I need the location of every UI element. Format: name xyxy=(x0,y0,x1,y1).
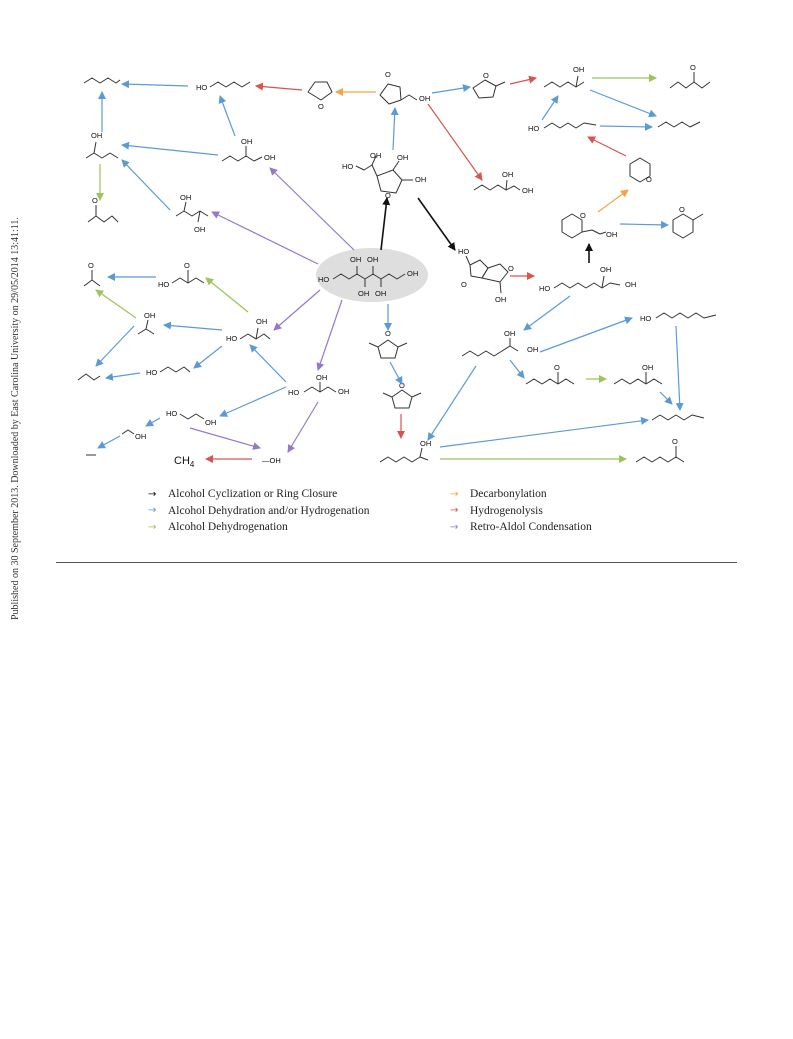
ho-label: HO xyxy=(640,314,652,323)
legend-label: Hydrogenolysis xyxy=(470,504,543,517)
oh-label: OH xyxy=(522,186,534,195)
decarbonylation-arrow xyxy=(598,190,628,212)
dehydration-arrow xyxy=(660,392,672,404)
legend-item xyxy=(148,486,370,503)
oh-label: OH xyxy=(407,269,419,278)
oh-label: OH xyxy=(606,230,618,239)
oh-label: OH xyxy=(415,175,427,184)
oh-label: OH xyxy=(625,280,637,289)
legend-arrow-icon: → xyxy=(450,505,459,517)
o-label: O xyxy=(461,280,467,289)
retro-aldol-arrow xyxy=(190,428,260,448)
molecule-2-butanol xyxy=(86,131,118,158)
molecule-dimethylfuran xyxy=(369,329,407,358)
legend-item xyxy=(450,486,592,503)
dehydration-arrow xyxy=(510,360,524,378)
dehydrogenation-arrow xyxy=(96,290,136,318)
oh-label: OH xyxy=(367,255,379,264)
oh-label: OH xyxy=(495,295,507,304)
molecule-ethylene-glycol xyxy=(166,409,216,427)
retro-aldol-arrow xyxy=(212,212,318,264)
dehydration-arrow xyxy=(428,366,476,440)
dehydration-arrow xyxy=(620,224,668,225)
dehydration-arrow xyxy=(540,318,632,352)
molecule-methyl-thp xyxy=(673,205,703,238)
dehydration-arrow xyxy=(98,436,120,448)
oh-label: OH xyxy=(370,151,382,160)
horizontal-rule xyxy=(56,562,737,563)
molecule-thp-methanol xyxy=(562,211,617,239)
dehydration-arrow xyxy=(432,87,470,93)
legend-label: Alcohol Dehydrogenation xyxy=(168,521,288,534)
legend-arrow-icon: → xyxy=(148,488,157,500)
molecule-glycerol xyxy=(288,373,349,397)
o-label: O xyxy=(508,264,514,273)
oh-label: OH xyxy=(358,289,370,298)
oh-label: OH xyxy=(419,94,431,103)
molecule-acetone xyxy=(84,261,100,286)
ho-label: HO xyxy=(146,368,158,377)
ho-label: HO xyxy=(158,280,170,289)
dehydration-arrow xyxy=(164,325,222,330)
side-note: Published on 30 September 2013. Downloaded by East Carolina University on 29/05/2014 13:41:11. xyxy=(10,217,21,620)
dehydration-arrow xyxy=(220,96,235,136)
molecule-ethanol xyxy=(122,430,146,441)
legend-arrow-icon: → xyxy=(450,488,459,500)
dehydration-arrow xyxy=(590,90,656,116)
dehydration-arrow xyxy=(106,373,140,378)
molecule-pentanediol xyxy=(222,137,275,162)
legend-right xyxy=(450,486,592,536)
dehydration-arrow xyxy=(440,420,648,447)
oh-label: OH xyxy=(397,153,409,162)
methanol-label: —OH xyxy=(262,456,281,465)
oh-label: OH xyxy=(502,170,514,179)
oh-label: OH xyxy=(180,193,192,202)
methane-label: $CH_4$ xyxy=(174,455,195,469)
retro-aldol-arrow xyxy=(270,168,354,250)
oh-label: OH xyxy=(338,387,350,396)
o-label: O xyxy=(690,63,696,72)
ho-label: HO xyxy=(196,83,208,92)
hydrogenolysis-arrow xyxy=(588,137,626,156)
legend-arrow-icon: → xyxy=(148,505,157,517)
legend-label: Decarbonylation xyxy=(470,488,547,501)
o-label: O xyxy=(385,70,391,79)
legend-item xyxy=(148,519,370,536)
molecule-2-hexanol xyxy=(380,439,431,462)
dehydration-arrow xyxy=(390,362,402,384)
o-label: O xyxy=(88,261,94,270)
dehydration-arrow xyxy=(146,418,160,426)
cyclization-arrow xyxy=(418,198,455,250)
molecule-pentanediol-right xyxy=(474,170,533,195)
oh-label: OH xyxy=(144,311,156,320)
oh-label: OH xyxy=(91,131,103,140)
oh-label: OH xyxy=(194,225,206,234)
oh-label: OH xyxy=(135,432,147,441)
legend-arrow-icon: → xyxy=(148,521,157,533)
molecule-2-hexanone xyxy=(636,437,684,462)
o-label: O xyxy=(92,196,98,205)
molecule-propanediol xyxy=(226,317,270,343)
molecule-sorbitan xyxy=(342,151,426,200)
dehydration-arrow xyxy=(194,346,222,368)
ho-label: HO xyxy=(318,275,330,284)
oh-label: OH xyxy=(504,329,516,338)
legend-item xyxy=(148,503,370,520)
legend-label: Retro-Aldol Condensation xyxy=(470,521,592,534)
hydrogenolysis-arrow xyxy=(428,104,482,180)
legend-item xyxy=(450,519,592,536)
molecule-pentanol-right xyxy=(528,123,596,133)
molecule-propanol xyxy=(146,367,190,377)
retro-aldol-arrow xyxy=(318,300,342,370)
molecule-tetrahydropyran xyxy=(630,158,652,184)
molecule-propane xyxy=(78,374,100,380)
oh-label: OH xyxy=(205,418,217,427)
o-label: O xyxy=(679,205,685,214)
molecule-hydroxyacetone xyxy=(158,261,204,289)
dehydration-arrow xyxy=(524,296,570,330)
legend-arrow-icon: → xyxy=(450,521,459,533)
retro-aldol-arrow xyxy=(274,290,320,330)
molecule-butanediol xyxy=(176,193,208,234)
molecule-pentane xyxy=(658,122,700,127)
dehydration-arrow xyxy=(250,345,286,382)
retro-aldol-arrow xyxy=(288,402,318,452)
oh-label: OH xyxy=(420,439,432,448)
dehydrogenation-arrow xyxy=(206,278,248,312)
o-label: O xyxy=(385,191,391,200)
ho-label: HO xyxy=(539,284,551,293)
o-label: O xyxy=(318,102,324,111)
oh-label: OH xyxy=(316,373,328,382)
hydrogenolysis-arrow xyxy=(510,78,536,84)
molecule-dimethylthf xyxy=(383,381,421,408)
o-label: O xyxy=(184,261,190,270)
ho-label: HO xyxy=(166,409,178,418)
dehydration-arrow xyxy=(542,96,558,120)
ho-label: HO xyxy=(226,334,238,343)
molecule-butane xyxy=(84,78,120,83)
o-label: O xyxy=(646,175,652,184)
molecule-2-pentanol-top xyxy=(544,65,584,87)
oh-label: OH xyxy=(375,289,387,298)
dehydration-arrow xyxy=(393,108,395,150)
molecule-thf xyxy=(308,82,332,111)
ho-label: HO xyxy=(342,162,354,171)
oh-label: OH xyxy=(527,345,539,354)
o-label: O xyxy=(554,363,560,372)
legend-left xyxy=(148,486,370,536)
molecule-butanone xyxy=(88,196,118,222)
molecule-3-hexanol xyxy=(614,363,662,384)
molecule-methyl-thf xyxy=(473,71,505,98)
oh-label: OH xyxy=(241,137,253,146)
molecule-thf-methanol xyxy=(380,70,430,104)
o-label: O xyxy=(483,71,489,80)
molecule-hexanol xyxy=(640,313,716,323)
oh-label: OH xyxy=(642,363,654,372)
molecule-2-pentanone-top xyxy=(670,63,710,88)
o-label: O xyxy=(580,211,586,220)
molecule-hexanetriol xyxy=(539,265,636,293)
molecule-3-hexanone xyxy=(526,363,574,384)
dehydration-arrow xyxy=(220,387,286,416)
dehydration-arrow xyxy=(122,84,188,86)
oh-label: OH xyxy=(350,255,362,264)
ho-label: HO xyxy=(458,247,470,256)
o-label: O xyxy=(399,381,405,390)
molecule-isosorbide xyxy=(458,247,514,304)
dehydration-arrow xyxy=(96,326,134,366)
legend-item xyxy=(450,503,592,520)
oh-label: OH xyxy=(600,265,612,274)
molecule-isopropanol xyxy=(138,311,155,334)
oh-label: OH xyxy=(264,153,276,162)
dehydration-arrow xyxy=(676,326,680,410)
oh-label: OH xyxy=(256,317,268,326)
hydrogenolysis-arrow xyxy=(256,86,302,90)
molecule-pentanol xyxy=(196,82,250,92)
legend-label: Alcohol Dehydration and/or Hydrogenation xyxy=(168,504,370,517)
legend-label: Alcohol Cyclization or Ring Closure xyxy=(168,488,338,501)
molecule-hexane xyxy=(652,415,704,420)
dehydration-arrow xyxy=(600,126,652,127)
oh-label: OH xyxy=(573,65,585,74)
ho-label: HO xyxy=(288,388,300,397)
o-label: O xyxy=(385,329,391,338)
o-label: O xyxy=(672,437,678,446)
dehydration-arrow xyxy=(122,145,218,155)
molecule-hexanediol xyxy=(462,329,538,356)
ho-label: HO xyxy=(528,124,540,133)
dehydration-arrow xyxy=(122,160,170,210)
cyclization-arrow xyxy=(381,198,387,250)
